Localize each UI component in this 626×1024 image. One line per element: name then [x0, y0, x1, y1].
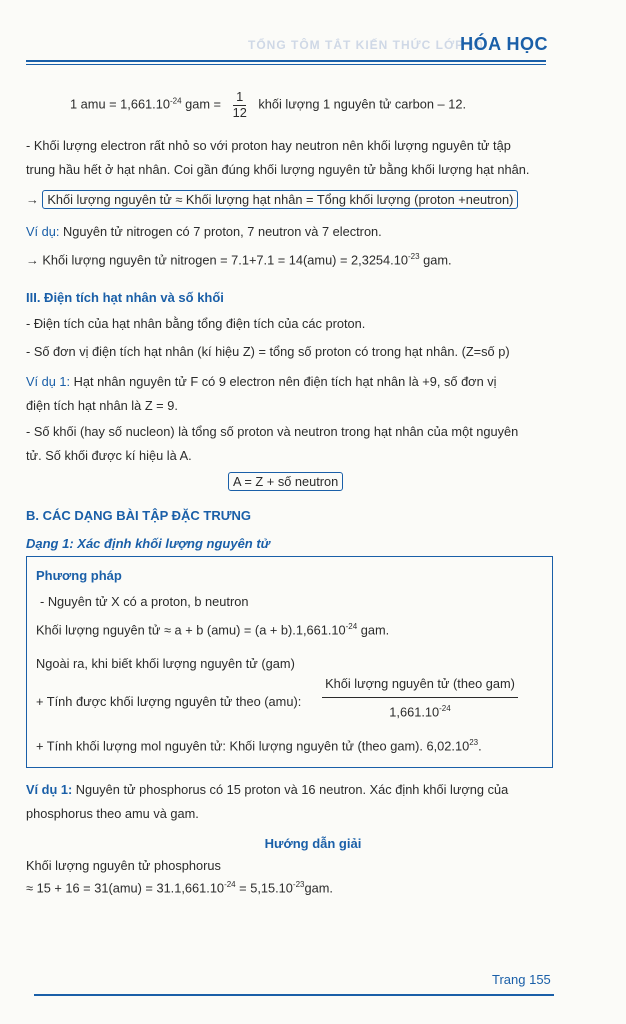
amu-exponent: -24 — [169, 96, 182, 106]
header-rule-thin — [26, 64, 546, 65]
method-line2-exponent: -24 — [345, 622, 358, 631]
mass-number-formula-box: A = Z + số neutron — [228, 472, 343, 491]
example-text: Nguyên tử nitrogen có 7 proton, 7 neutron và 7 electron. — [59, 224, 382, 239]
example-nitrogen — [26, 224, 382, 239]
method-line5-pre: + Tính khối lượng mol nguyên tử: Khối lượng nguyên tử (theo gam). 6,02.10 — [36, 738, 470, 754]
fraction-numerator: 1 — [233, 90, 246, 106]
section3-example — [26, 374, 497, 389]
method-line3: Ngoài ra, khi biết khối lượng nguyên tử (gam) — [36, 656, 295, 671]
section3-line3: - Số khối (hay số nucleon) là tổng số proton và neutron trong hạt nhân của một nguyên — [26, 424, 519, 439]
solution-line2 — [26, 880, 333, 895]
result-text-pre: → Khối lượng nguyên tử nitrogen = 7.1+7.1 = 14(amu) = 2,3254.10 — [26, 252, 408, 268]
denominator-base: 1,661.10 — [389, 704, 440, 720]
amu-text-mid: gam = — [181, 96, 225, 112]
example-label: Ví dụ 1: — [26, 782, 73, 797]
type1-heading: Dạng 1: Xác định khối lượng nguyên tử — [26, 536, 270, 551]
guide-heading: Hướng dẫn giải — [264, 836, 362, 851]
method-title: Phương pháp — [36, 568, 122, 583]
mass-number-formula — [228, 474, 343, 489]
method-line2 — [36, 622, 389, 637]
example-text: Nguyên tử phosphorus có 15 proton và 16 neutron. Xác định khối lượng của — [72, 782, 509, 797]
section3-line4: tử. Số khối được kí hiệu là A. — [26, 448, 192, 463]
section-3-heading: III. Điện tích hạt nhân và số khối — [26, 290, 224, 305]
solution-exponent-1: -24 — [224, 880, 236, 889]
section-b-heading: B. CÁC DẠNG BÀI TẬP ĐẶC TRƯNG — [26, 508, 252, 523]
method-line1: - Nguyên tử X có a proton, b neutron — [40, 594, 249, 609]
header-ghost-text: TỔNG TÔM TẮT KIẾN THỨC LỚP 10 — [248, 38, 484, 52]
result-text-post: gam. — [419, 252, 452, 268]
solution-pre: ≈ 15 + 16 = 31(amu) = 31.1,661.10 — [26, 880, 225, 896]
example-text: Hạt nhân nguyên tử F có 9 electron nên điện tích hạt nhân là +9, số đơn vị — [70, 374, 497, 389]
method-line5 — [36, 738, 482, 753]
section3-example-line2: điện tích hạt nhân là Z = 9. — [26, 398, 178, 413]
mass-approx-statement — [26, 192, 518, 207]
solution-mid: = 5,15.10 — [235, 880, 293, 896]
gram-to-amu-fraction — [322, 676, 518, 719]
solution-post: gam. — [304, 880, 333, 896]
amu-text-post: khối lượng 1 nguyên tử carbon – 12. — [254, 96, 467, 112]
section3-line2: - Số đơn vị điện tích hạt nhân (kí hiệu Z) = tổng số proton có trong hạt nhân. (Z=số p) — [26, 344, 510, 359]
header-rule — [26, 60, 546, 62]
method-line4: + Tính được khối lượng nguyên tử theo (amu): — [36, 694, 302, 709]
section3-line1: - Điện tích của hạt nhân bằng tổng điện tích của các proton. — [26, 316, 366, 331]
method-line2-post: gam. — [357, 622, 390, 638]
amu-text-pre: 1 amu = 1,661.10 — [70, 96, 170, 112]
method-line2-pre: Khối lượng nguyên tử ≈ a + b (amu) = (a + b).1,661.10 — [36, 622, 346, 638]
footer-rule — [34, 994, 554, 996]
amu-definition — [70, 90, 466, 120]
result-exponent: -23 — [407, 252, 420, 261]
fraction-numerator: Khối lượng nguyên tử (theo gam) — [322, 676, 518, 698]
method-line5-post: . — [478, 738, 482, 754]
example-nitrogen-result — [26, 252, 452, 267]
para1-line1: - Khối lượng electron rất nhỏ so với proton hay neutron nên khối lượng nguyên tử tập — [26, 138, 511, 153]
page-number: Trang 155 — [492, 972, 551, 987]
example1 — [26, 782, 508, 797]
solution-line1: Khối lượng nguyên tử phosphorus — [26, 858, 221, 873]
fraction-denominator: 12 — [232, 104, 247, 120]
example-label: Ví dụ 1: — [26, 374, 71, 389]
fraction-denominator — [322, 698, 518, 719]
method-line5-exponent: 23 — [469, 738, 479, 747]
one-twelfth-fraction — [230, 90, 250, 120]
mass-approx-box: Khối lượng nguyên tử ≈ Khối lượng hạt nhân = Tổng khối lượng (proton +neutron) — [42, 190, 518, 209]
example1-line2: phosphorus theo amu và gam. — [26, 806, 199, 821]
para1-line2: trung hầu hết ở hạt nhân. Coi gần đúng khối lượng nguyên tử bằng khối lượng hạt nhân. — [26, 162, 530, 177]
denominator-exponent: -24 — [439, 704, 451, 713]
example-label: Ví dụ: — [26, 224, 60, 239]
solution-exponent-2: -23 — [292, 880, 305, 889]
arrow-icon: → — [26, 192, 39, 207]
subject-title: HÓA HỌC — [460, 34, 548, 54]
